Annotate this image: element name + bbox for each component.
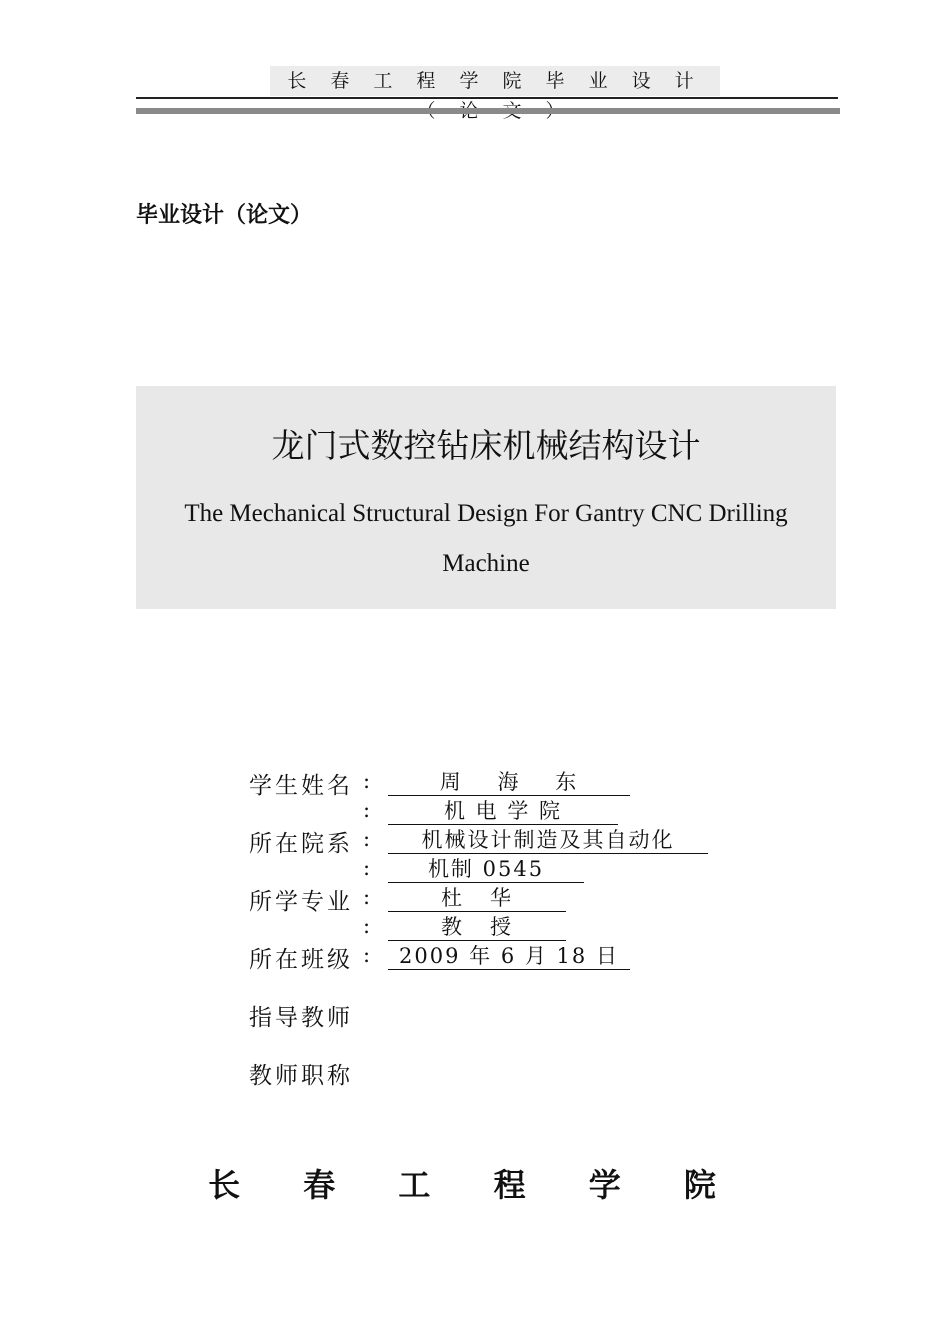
date-value: 2009 年 6 月 18 日 xyxy=(388,943,630,970)
advisor-label: 指导教师 xyxy=(249,1005,353,1031)
colon: : xyxy=(363,769,371,793)
colon: : xyxy=(363,856,371,880)
colon: : xyxy=(363,943,371,967)
major-value: 机械设计制造及其自动化 xyxy=(388,827,708,854)
colon: : xyxy=(363,827,371,851)
student-name-label: 学生姓名 xyxy=(249,773,353,799)
advisor-value: 杜 华 xyxy=(388,885,566,912)
advisor-title-value: 教 授 xyxy=(388,914,566,941)
header-rule-thick xyxy=(136,108,840,114)
major-label: 所学专业 xyxy=(249,889,353,915)
institution-name: 长 春 工 程 学 院 xyxy=(208,1166,742,1204)
colon: : xyxy=(363,798,371,822)
colon: : xyxy=(363,885,371,909)
student-name-value: 周 海 东 xyxy=(388,769,630,796)
running-header: 长 春 工 程 学 院 毕 业 设 计 xyxy=(270,66,720,96)
department-label: 所在院系 xyxy=(249,831,353,857)
colon: : xyxy=(363,914,371,938)
thesis-title-english: The Mechanical Structural Design For Gantry CNC Drilling Machine xyxy=(184,500,788,577)
department-value: 机 电 学 院 xyxy=(388,798,618,825)
thesis-title-chinese: 龙门式数控钻床机械结构设计 xyxy=(271,426,701,465)
class-label: 所在班级 xyxy=(249,947,353,973)
advisor-title-label: 教师职称 xyxy=(249,1063,353,1089)
document-type-label: 毕业设计（论文） xyxy=(136,203,313,228)
class-value: 机制 0545 xyxy=(388,856,584,883)
title-box xyxy=(136,386,836,609)
header-rule-thin xyxy=(136,97,838,99)
